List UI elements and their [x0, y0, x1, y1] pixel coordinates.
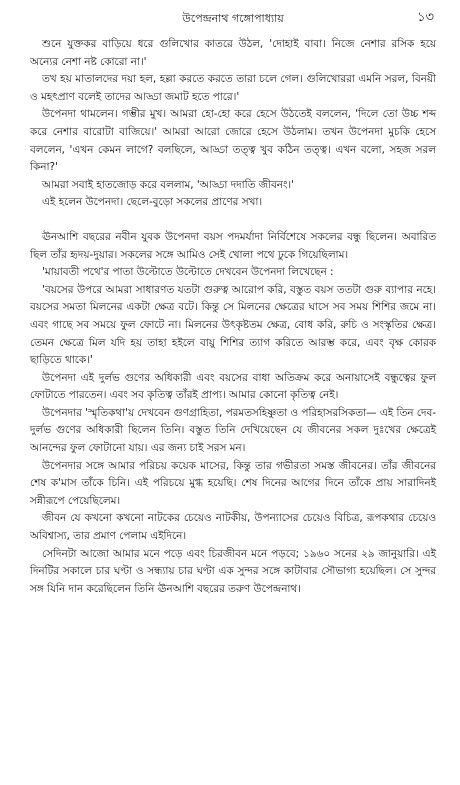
paragraph: জীবন যে কখনো কখনো নাটকের চেয়েও নাটকীয়, উপন্যাসের চেয়েও বিচিত্র, রূপকথার চেয়েও অবিশ্বাস্য, তার প্রমাণ পেলাম এইদিনে।	[30, 512, 436, 543]
page-number: ১৩	[417, 10, 434, 25]
paragraph: তখ হয় মাতালদের দয়া হল, হল্লা করতে করতে তারা চলে গেল। গুলিখোররা এমনি সরল, বিনয়ী ও মহৎপ্রাণ বলেই তাদের আড্ডা জমাট হতে পারে।'	[30, 73, 436, 103]
running-header	[30, 8, 436, 30]
paragraph: উপেনদার 'স্মৃতিকথা'য় দেখবেন গুণগ্রাহিতা, পরমতসহিষ্ণুতা ও পরিহাসরসিকতা— এই তিন দেব-দুর্লভ গুণের অধিকারী ছিলেন তিনি। বস্তুত তিনি দেখিয়েছেন যে জীবনের সকল দুঃখের ক্ষেত্রেই আনন্দের ফুল ফোটানো যায়। এর জন্য চাই সরস মন।	[30, 406, 436, 455]
paragraph: উপেনদা এই দুর্লভ গুণের অধিকারী এবং বয়সের বাধা অতিক্রম করে অনায়াসেই বন্ধুত্বের ফুল ফোটাতে পারতেন। এবং সব কৃতিত্ব তাঁরই প্রাপ্য। আমার কোনো কৃতিত্ব নেই।	[30, 371, 436, 402]
paragraph: উপেনদার সঙ্গে আমার পরিচয় কয়েক মাসের, কিন্তু তার গভীরতা সমস্ত জীবনের। তাঁর জীবনের শেষ ক'মাস তাঁকে চিনি। এই পরিচয়ে মুগ্ধ হয়েছি। শেষ দিনের আগের দিনে তাঁকে প্রায় সারাদিনই সন্নীরূপে পেয়েছিলেম।	[30, 459, 436, 507]
paragraph: আমরা সবাই হাতজোড় করে বললাম, 'আড্ডা দদাতি জীবনং।'	[42, 178, 295, 191]
paragraph: সেদিনটা আজো আমার মনে পড়ে এবং চিরজীবন মনে পড়বে; ১৯৬০ সনের ২৯ জানুয়ারি। এই দিনটির সকালে চার ঘণ্টা ও সন্ধ্যায় চার ঘণ্টা এক সুন্দর সঙ্গে কাটাবার সৌভাগ্য হয়েছিল। সে সুন্দর সঙ্গ যিনি দান করেছিলেন তিনি ঊনআশি বছরের তরুণ উপেন্দ্রনাথ।	[30, 547, 436, 595]
paragraph: 'মায়াবতী পথে'র পাতা উল্টোতে উল্টোতে দেখবেন উপেনদা লিখেছেন :	[42, 266, 334, 279]
header-title: উপেন্দ্রনাথ গঙ্গোপাধ্যায়	[182, 12, 284, 25]
paragraph: এই হলেন উপেনদা। ছেলে-বুড়ো সকলের প্রাণের সখা।	[42, 196, 263, 209]
paragraph: ঊনআশি বছরের নবীন যুবক উপেনদা বয়স পদমর্যাদা নির্বিশেষে সকলের বন্ধু ছিলেন। অবারিত ছিল তাঁর হৃদয়-দুয়ার। সকলের সঙ্গে আমিও সেই খোলা পথে ঢুকে গিয়েছিলাম।	[30, 230, 436, 261]
paragraph: শুনে যুক্তকর বাড়িয়ে ধরে গুলিখোর কাতরে উঠল, 'দোহাই বাবা। নিজে নেশার রসিক হয়ে অন্যের নেশা নষ্ট কোরো না।'	[30, 38, 436, 68]
paragraph: উপেনদা থামলেন। গম্ভীর মুখ। আমরা হো-হো করে হেসে উঠতেই বললেন, 'দিলে তো উচ্চ শব্দ করে নেশার বারোটা বাজিয়ে।' আমরা আরো জোরে হেসে উঠলাম। তখন উপেনদা মুচকি হেসে বললেন, 'এখন কেমন লাগে? বলছিলে, আড্ডা তত্ত্ব খুব কঠিন তত্ত্ব। এখন বলো, সহজ সরল কিনা?'	[30, 108, 436, 174]
body-text	[30, 36, 436, 598]
quoted-paragraph: 'বয়সের উপরে আমরা সাধারণত যতটা গুরুত্ব আরোপ করি, বস্তুত বয়স ততটা গুরু ব্যাপার নহে। বয়সের সমতা মিলনের একটা ক্ষেত্র বটে। কিন্তু সে মিলনের ক্ষেত্রের ঘাসে সব সময় শিশির জমে না। এবং গাছে সব সময়ে ফুল ফোটে না। মিলনের উৎকৃষ্টতম ক্ষেত্র, বোধ করি, রুচি ও সংস্কৃতির ক্ষেত্র। তেমন ক্ষেত্রে মিল যদি হয় তাহা হইলে বায়ু শিশির ত্যাগ করিতে আরম্ভ করে, এবং বৃক্ষ কোরক ছাড়িতে থাকে।'	[30, 283, 436, 367]
